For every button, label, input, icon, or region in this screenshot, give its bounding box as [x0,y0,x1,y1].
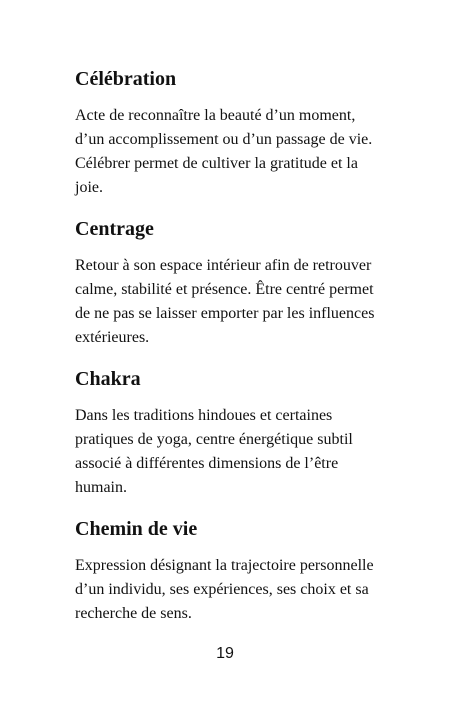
glossary-entry-centrage [75,216,395,350]
glossary-entry-celebration [75,66,395,200]
page-number: 19 [216,645,234,662]
entry-definition [75,104,395,200]
definition-line: pratiques de yoga, centre énergétique subtil [75,431,353,448]
entry-definition [75,554,395,626]
definition-line: Expression désignant la trajectoire personnelle [75,557,374,574]
definition-line: d’un individu, ses expériences, ses choix et sa [75,581,369,598]
definition-line: joie. [75,179,103,196]
entry-title: Centrage [75,218,154,240]
entry-title: Chakra [75,368,141,390]
definition-line: d’un accomplissement ou d’un passage de vie. [75,131,373,148]
entry-definition [75,254,395,350]
glossary-content [75,66,395,626]
entry-definition [75,404,395,500]
definition-line: de ne pas se laisser emporter par les influences [75,305,375,322]
entry-title: Célébration [75,68,177,90]
definition-line: Retour à son espace intérieur afin de retrouver [75,257,372,274]
glossary-entry-chemin-de-vie [75,516,395,626]
definition-line: humain. [75,479,127,496]
definition-line: Acte de reconnaître la beauté d’un moment, [75,107,356,124]
entry-title: Chemin de vie [75,518,198,540]
definition-line: Dans les traditions hindoues et certaines [75,407,333,424]
definition-line: extérieures. [75,329,150,346]
definition-line: recherche de sens. [75,605,192,622]
glossary-entry-chakra [75,366,395,500]
definition-line: associé à différentes dimensions de l’être [75,455,339,472]
definition-line: Célébrer permet de cultiver la gratitude et la [75,155,358,172]
definition-line: calme, stabilité et présence. Être centré permet [75,281,374,298]
